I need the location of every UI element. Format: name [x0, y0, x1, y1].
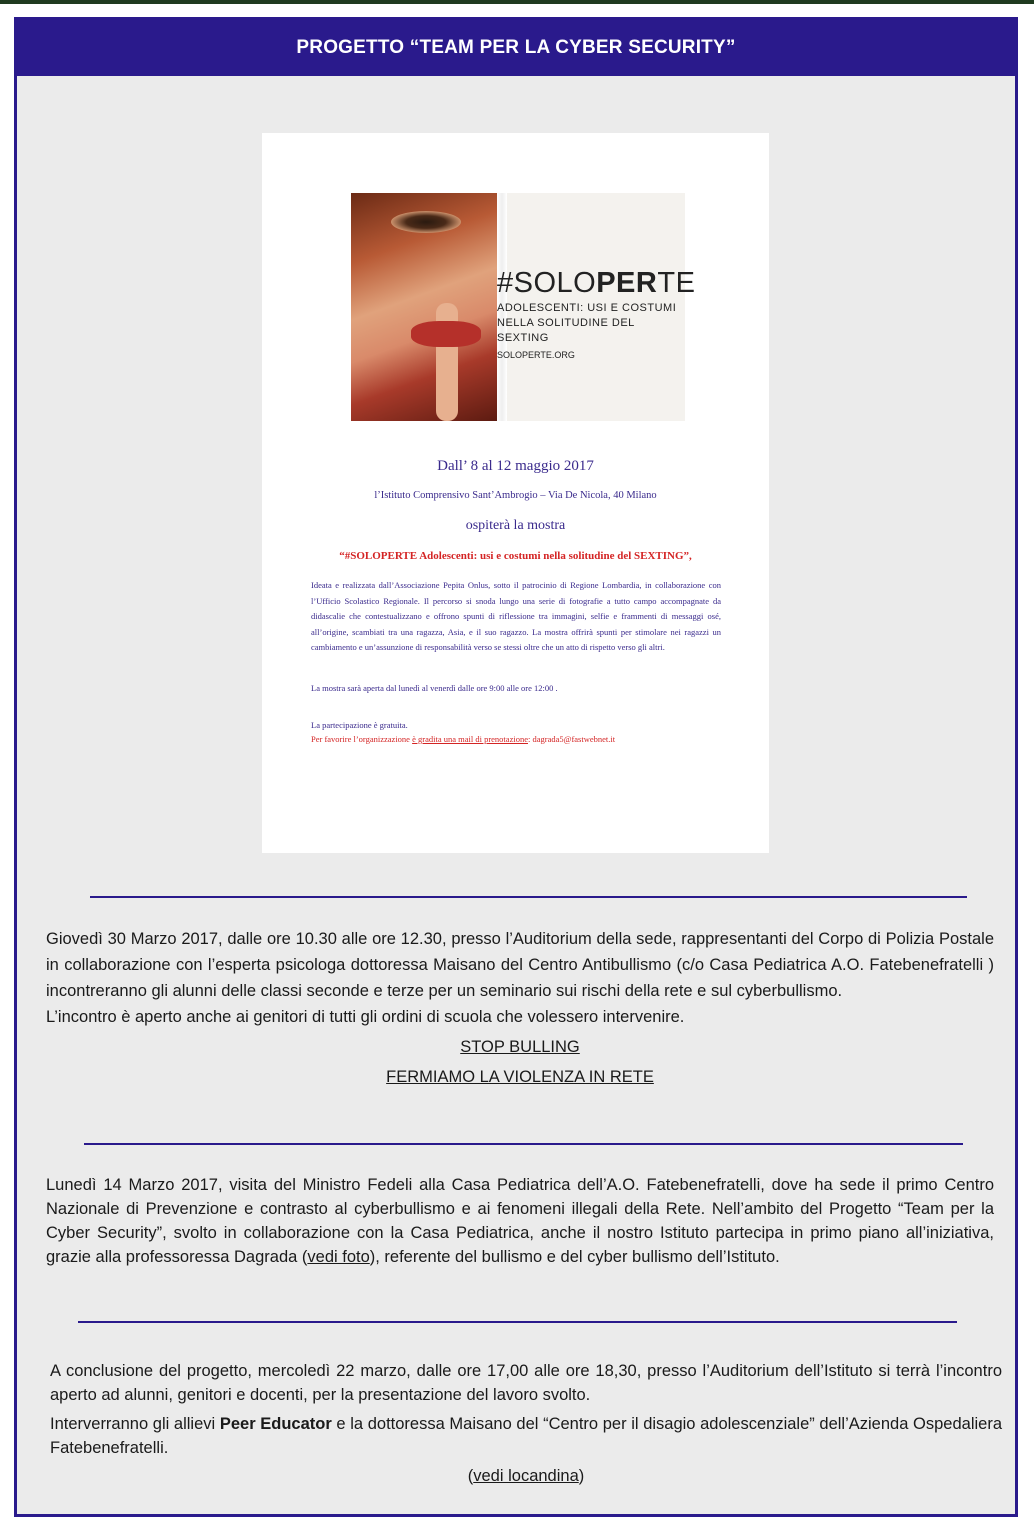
poster-body: Ideata e realizzata dall’Associazione Pepita Onlus, sotto il patrocinio di Regione Lombardia, in collaborazione con l’Ufficio Scolastico Regionale. Il percorso si snoda lungo una serie di fotografie a tutto campo accompagnate da didascalie che contestualizzano e offrono spunti di riflessione tra immagini, selfie e frammenti di messaggi osé, all’origine, scambiati tra una ragazza, Asia, e il suo ragazzo. La mostra offrirà spunti per stimolare nei ragazzi un cambiamento e un’assunzione di responsabilità verso se stessi oltre che un atto di rispetto verso gli altri. — [311, 580, 721, 652]
face-image — [351, 193, 503, 421]
poster-booking: Per favorire l’organizzazione è gradita una mail di prenotazione: dagrada5@fastwebnet.it — [311, 734, 616, 744]
page-title: PROGETTO “TEAM PER LA CYBER SECURITY” — [296, 37, 736, 58]
section-ministro-text: Lunedì 14 Marzo 2017, visita del Ministro Fedeli alla Casa Pediatrica dell’A.O. Fatebenefratelli, dove ha sede il primo Centro Nazionale di Prevenzione e contrasto al cyberbullismo e ai fenomeni illegali della Rete. Nell’ambito del Progetto “Team per la Cyber Security”, svolto in collaborazione con la Casa Pediatrica, anche il nostro Istituto partecipa in primo piano all’iniziativa, grazie alla professoressa Dagrada (vedi foto), referente del bullismo e del cyber bullismo dell’Istituto. — [46, 1176, 994, 1266]
vedi-locandina-link[interactable]: vedi locandina — [473, 1467, 579, 1485]
poster-hours: La mostra sarà aperta dal lunedì al venerdì dalle ore 9:00 alle ore 12:00 . — [311, 683, 558, 693]
poster-site: SOLOPERTE.ORG — [497, 350, 575, 360]
poster-free: La partecipazione è gratuita. — [311, 720, 408, 730]
fermiamo-violenza-link[interactable]: FERMIAMO LA VIOLENZA IN RETE — [386, 1068, 654, 1086]
poster-date: Dall’ 8 al 12 maggio 2017 — [437, 458, 594, 474]
poster-photo — [351, 193, 696, 421]
section-conclusione-text1: A conclusione del progetto, mercoledì 22 marzo, dalle ore 17,00 alle ore 18,30, presso l’Auditorium dell’Istituto si terrà l’incontro aperto ad alunni, genitori e docenti, per la presentazione del lavoro svolto. — [50, 1362, 1002, 1404]
section-polizia — [46, 926, 994, 1090]
divider — [78, 1321, 957, 1323]
section-conclusione: A conclusione del progetto, mercoledì 22 marzo, dalle ore 17,00 alle ore 18,30, presso l’Auditorium dell’Istituto si terrà l’incontro aperto ad alunni, genitori e docenti, per la presentazione del lavoro svolto. Interverranno gli allievi Peer Educator e la dottoressa Maisano del “Centro per il disagio adolescenziale” dell’Azienda Ospedaliera Fatebenefratelli. (vedi locandina) — [50, 1359, 1002, 1488]
divider — [84, 1143, 963, 1145]
stop-bulling-link[interactable]: STOP BULLING — [460, 1038, 580, 1056]
poster-subtitle: ADOLESCENTI: USI E COSTUMI NELLA SOLITUDINE DEL SEXTING — [497, 302, 677, 344]
poster-host: ospiterà la mostra — [465, 518, 566, 533]
content-frame — [14, 17, 1018, 1517]
page-header — [17, 20, 1015, 76]
poster-exhibit-title: “#SOLOPERTE Adolescenti: usi e costumi nella solitudine del SEXTING”, — [339, 550, 692, 562]
section-polizia-text2: L’incontro è aperto anche ai genitori di tutti gli ordini di scuola che volessero intervenire. — [46, 1008, 685, 1026]
vedi-foto-link[interactable]: vedi foto — [307, 1248, 370, 1266]
poster-brand: #SOLOPERTE — [497, 267, 696, 299]
section-ministro — [46, 1173, 994, 1269]
section-conclusione-text2: Interverranno gli allievi Peer Educator e la dottoressa Maisano del “Centro per il disagio adolescenziale” dell’Azienda Ospedaliera Fatebenefratelli. — [50, 1415, 1002, 1457]
poster-school: l’Istituto Comprensivo Sant’Ambrogio – Via De Nicola, 40 Milano — [374, 490, 657, 501]
section-polizia-text: Giovedì 30 Marzo 2017, dalle ore 10.30 alle ore 12.30, presso l’Auditorium della sede, rappresentanti del Corpo di Polizia Postale in collaborazione con l’esperta psicologa dottoressa Maisano del Centro Antibullismo (c/o Casa Pediatrica A.O. Fatebenefratelli ) incontreranno gli alunni delle classi seconde e terze per un seminario sui rischi della rete e sul cyberbullismo. — [46, 930, 994, 1000]
poster-image[interactable] — [262, 133, 769, 853]
top-border — [0, 0, 1034, 4]
divider — [90, 896, 967, 898]
